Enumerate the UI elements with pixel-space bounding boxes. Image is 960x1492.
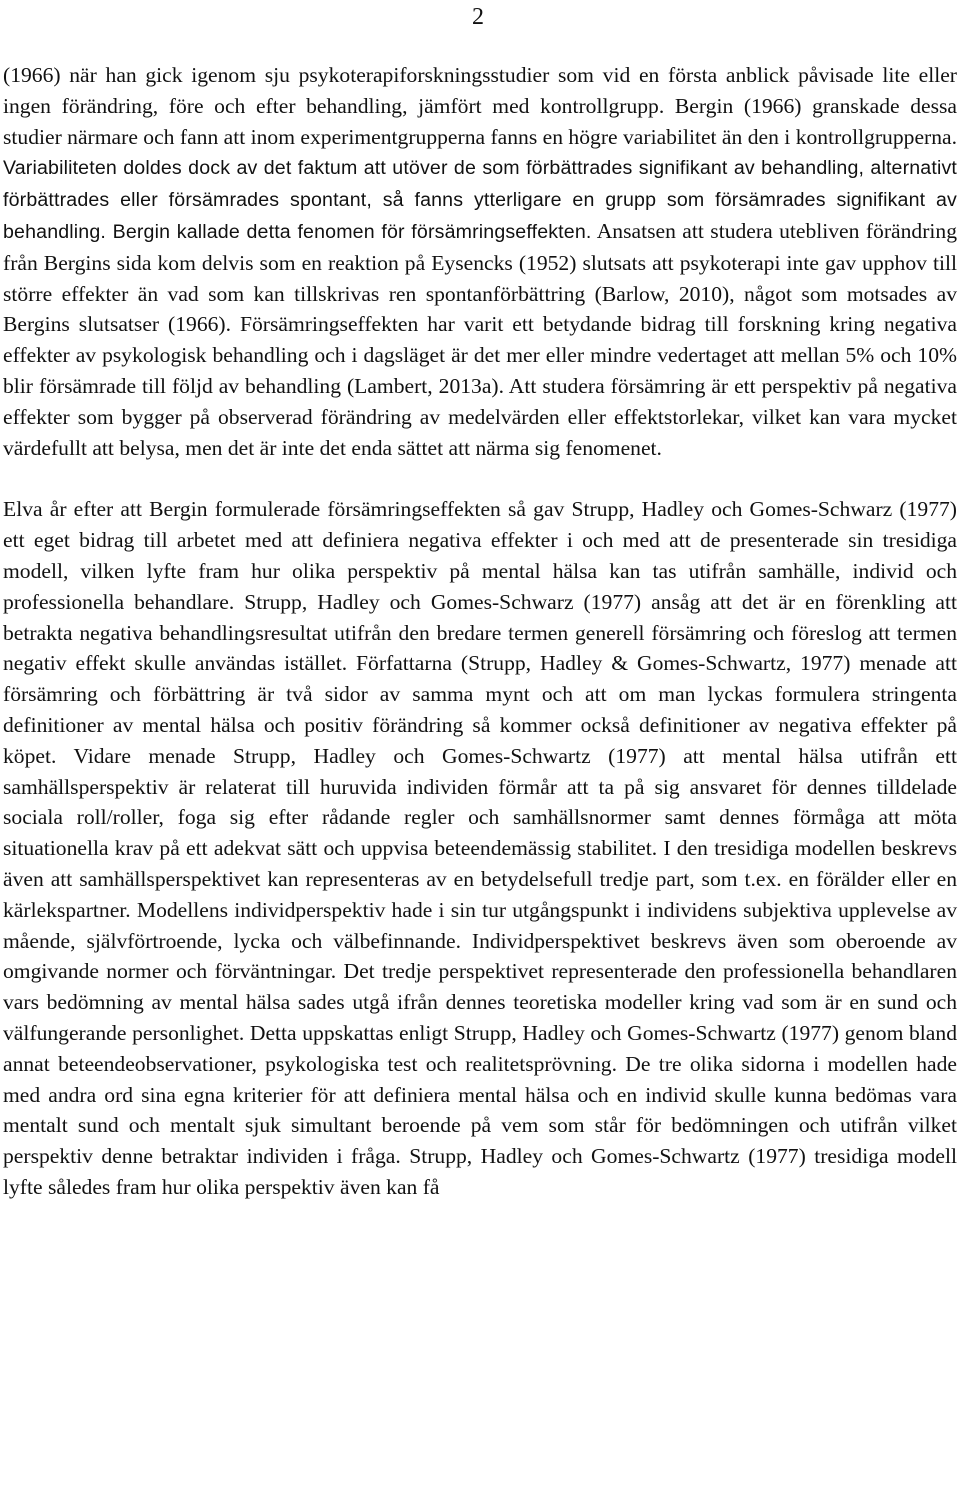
- paragraph-1-run-2: Variabiliteten doldes dock av det faktum att utöver de som förbättrades signifikant av behandling, alternativt förbättrades eller försämrades spontant, så fanns ytterligare en grupp som försämrades signifikant av behandling. Bergin kallade detta fenomen för försämringseffekten.: [3, 157, 957, 243]
- paragraph-1: [3, 60, 957, 463]
- paragraph-1-run-3: Ansatsen att studera utebliven förändring från Bergins sida kom delvis som en reaktion på Eysencks (1952) slutsats att psykoterapi inte gav upphov till större effekter än vad som kan tillskrivas ren spontanförbättring (Barlow, 2010), något som motsades av Bergins slutsatser (1966). Försämringseffekten har varit ett betydande bidrag till forskning kring negativa effekter av psykologisk behandling och i dagsläget är det mer eller mindre vedertaget att mellan 5% och 10% blir försämrade till följd av behandling (Lambert, 2013a). Att studera försämring är ett perspektiv på negativa effekter som bygger på observerad förändring av medelvärden eller effektstorlekar, vilket kan vara mycket värdefullt att belysa, men det är inte det enda sättet att närma sig fenomenet.: [3, 218, 957, 460]
- page-number: 2: [472, 4, 484, 30]
- paragraph-2-run-1: Elva år efter att Bergin formulerade försämringseffekten så gav Strupp, Hadley och Gomes-Schwarz (1977) ett eget bidrag till arbetet med att definiera negativa effekter i och med att de presenterade sin tresidiga modell, vilken lyfte fram hur olika perspektiv på mental hälsa kan tas utifrån samhälle, individ och professionella behandlare. Strupp, Hadley och Gomes-Schwarz (1977) ansåg att det är en förenkling att betrakta negativa behandlingsresultat utifrån den bredare termen generell försämring och föreslog att termen negativ effekt skulle användas istället. Författarna (Strupp, Hadley & Gomes-Schwartz, 1977) menade att försämring och förbättring är två sidor av samma mynt och att om man lyckas formulera stringenta definitioner av mental hälsa och positiv förändring så kommer också definitioner av negativa effekter på köpet. Vidare menade Strupp, Hadley och Gomes-Schwartz (1977) att mental hälsa utifrån ett samhällsperspektiv är relaterat till huruvida individen förmår att ta på sig ansvaret för dennes tilldelade sociala roll/roller, foga sig efter rådande regler och samhällsnormer samt dennes förmåga att möta situationella krav på ett adekvat sätt och uppvisa beteendemässig stabilitet. I den tresidiga modellen beskrevs även att samhällsperspektivet kan representeras av en betydelsefull tredje part, som t.ex. en förälder eller en kärlekspartner. Modellens individperspektiv hade i sin tur utgångspunkt i individens subjektiva upplevelse av mående, självförtroende, lycka och välbefinnande. Individperspektivet beskrevs även som oberoende av omgivande normer och förväntningar. Det tredje perspektivet representerade den professionella behandlaren vars bedömning av mental hälsa sades utgå ifrån dennes teoretiska modeller kring vad som är en sund och välfungerande personlighet. Detta uppskattas enligt Strupp, Hadley och Gomes-Schwartz (1977) genom bland annat beteendeobservationer, psykologiska test och realitetsprövning. De tre olika sidorna i modellen hade med andra ord sina egna kriterier för att definiera mental hälsa och en individ skulle kunna bedömas vara mentalt sund och mentalt sjuk simultant beroende på vem som står för bedömningen och utifrån vilket perspektiv denne betraktar individen i fråga. Strupp, Hadley och Gomes-Schwartz (1977) tresidiga modell lyfte således fram hur olika perspektiv även kan få: [3, 497, 957, 1199]
- paragraph-1-run-1: (1966) när han gick igenom sju psykoterapiforskningsstudier som vid en första anblick påvisade lite eller ingen förändring, före och efter behandling, jämfört med kontrollgrupp. Bergin (1966) granskade dessa studier närmare och fann att inom experimentgrupperna fanns en högre variabilitet än den i kontrollgrupperna.: [3, 63, 957, 149]
- document-body: [3, 60, 957, 1203]
- paragraph-2: [3, 494, 957, 1202]
